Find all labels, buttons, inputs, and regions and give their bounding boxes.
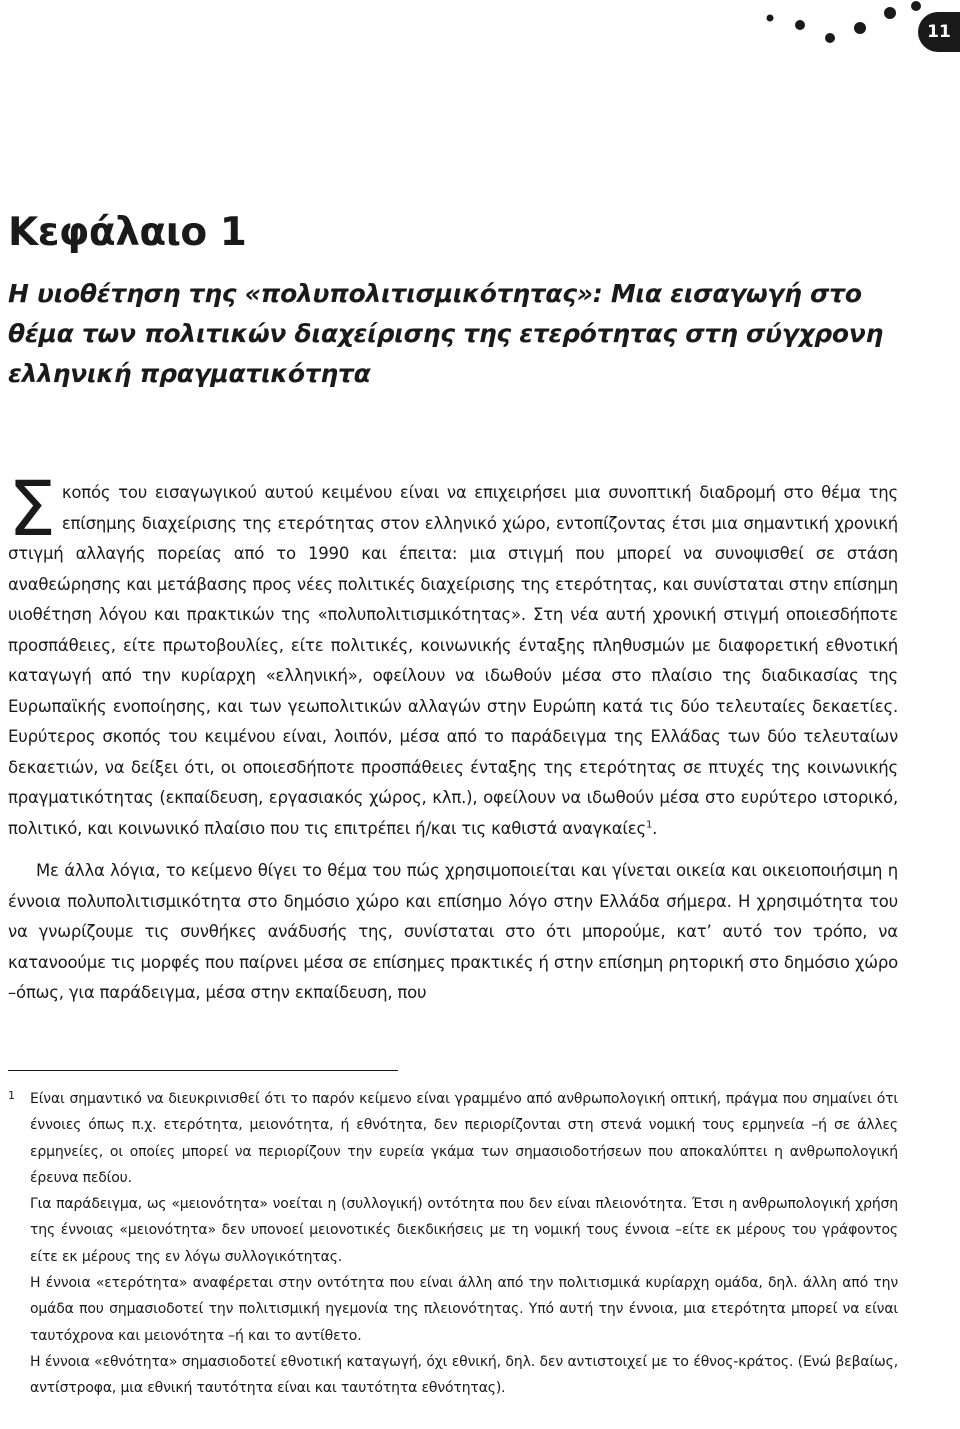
dot: [884, 7, 896, 19]
footnote-paragraph-4: Η έννοια «εθνότητα» σημασιοδοτεί εθνοτική καταγωγή, όχι εθνική, δηλ. δεν αντιστοιχεί με το έθνος-κράτος. (Ενώ βεβαίως, αντίστροφα, μια εθνική ταυτότητα είναι και ταυτότητα εθνότητας).: [30, 1353, 898, 1397]
footnote-paragraph-3: Η έννοια «ετερότητα» αναφέρεται στην οντότητα που είναι άλλη από την πολιτισμικά κυρίαρχη ομάδα, δηλ. άλλη από την ομάδα που σημασιοδοτεί την πολιτισμική ηγεμονία της πλειονότητας. Υπό αυτή την έννοια, μια ετερότητα μπορεί να είναι ταυτόχρονα και μειονότητα –ή και το αντίθετο.: [30, 1275, 898, 1344]
paragraph-1: [8, 464, 898, 844]
footnote-paragraph-2: Για παράδειγμα, ως «μειονότητα» νοείται η (συλλογική) οντότητα που δεν είναι πλειονότητα. Έτσι η ανθρωπολογική χρήση της έννοιας «μειονότητα» δεν υπονοεί μειονοτικές διεκδικήσεις με τη νομική τους έννοια –είτε εκ μέρους του γράφοντος είτε εκ μέρους της εν λόγω συλλογικότητας.: [30, 1196, 898, 1265]
paragraph-1-text: κοπός του εισαγωγικού αυτού κειμένου είναι να επιχειρήσει μια συνοπτική διαδρομή στο θέμα της επίσημης διαχείρισης της ετερότητας στον ελληνικό χώρο, εντοπίζοντας έτσι μια σημαντική χρονική στιγμή αλλαγής πορείας από το 1990 και έπειτα: μια στιγμή που μπορεί να συνοψισθεί σε στάση αναθεώρησης και μετάβασης προς νέες πολιτικές διαχείρισης της ετερότητας, και συνίσταται στην επίσημη υιοθέτηση λόγου και πρακτικών της «πολυπολιτισμικότητας». Στη νέα αυτή χρονική στιγμή οποιεσδήποτε προσπάθειες, είτε πρωτοβουλίες, είτε πολιτικές, κοινωνικής ένταξης πληθυσμών με διαφορετική εθνοτική καταγωγή από την κυρίαρχη «ελληνική», οφείλουν να ιδωθούν μέσα στο πλαίσιο της διαδικασίας της Ευρωπαϊκής ενοποίησης, και των γεωπολιτικών αλλαγών στην Ευρώπη κατά τις δύο τελευταίες δεκαετίες. Ευρύτερος σκοπός του κειμένου είναι, λοιπόν, μέσα από το παράδειγμα της Ελλάδας των δύο τελευταίων δεκαετιών, να δείξει ότι, οι οποιεσδήποτε προσπάθειες ένταξης της ετερότητας σε πτυχές της κοινωνικής πραγματικότητας (εκπαίδευση, εργασιακός χώρος, κλπ.), οφείλουν να ιδωθούν μέσα στο ευρύτερο ιστορικό, πολιτικό, και κοινωνικό πλαίσιο που τις επιτρέπει ή/και τις καθιστά αναγκαίες: [8, 483, 898, 838]
footnote-1: [8, 1086, 898, 1191]
footnote-divider: [8, 1070, 398, 1071]
dot: [795, 20, 805, 30]
footnote-number: 1: [8, 1089, 15, 1102]
footnote-ref: 1: [646, 819, 653, 830]
dot: [854, 22, 866, 34]
dot: [767, 15, 774, 22]
drop-cap: Σ: [8, 464, 56, 553]
paragraph-1-end: .: [652, 818, 658, 838]
dot: [911, 1, 921, 11]
body-text: [8, 464, 898, 1009]
dot: [825, 33, 835, 43]
chapter-title: Κεφάλαιο 1: [8, 210, 247, 255]
footnote-1-text: Είναι σημαντικό να διευκρινισθεί ότι το παρόν κείμενο είναι γραμμένο από ανθρωπολογική οπτική, πράγμα που σημαίνει ότι έννοιες όπως π.χ. ετερότητα, μειονότητα, ή εθνότητα, δεν περιορίζονται στη στενά νομική τους ερμηνεία –ή σε άλλες ερμηνείες, οι οποίες μπορεί να περιορίζουν την ευρεία γκάμα των σημασιοδοτήσεων που αποκαλύπτει η ανθρωπολογική έρευνα πεδίου.: [30, 1091, 898, 1186]
chapter-subtitle: Η υιοθέτηση της «πολυπολιτισμικότητας»: Μια εισαγωγή στο θέμα των πολιτικών διαχείρισης της ετερότητας στη σύγχρονη ελληνική πραγματικότητα: [8, 279, 883, 388]
paragraph-2: Με άλλα λόγια, το κείμενο θίγει το θέμα του πώς χρησιμοποιείται και γίνεται οικεία και οικειοποιήσιμη η έννοια πολυπολιτισμικότητα στο δημόσιο χώρο και επίσημο λόγο στην Ελλάδα σήμερα. Η χρησιμότητα του να γνωρίζουμε τις συνθήκες ανάδυσής της, συνίσταται στο ότι μπορούμε, κατ’ αυτό τον τρόπο, να κατανοούμε τις μορφές που παίρνει μέσα σε επίσημες πρακτικές ή στην επίσημη ρητορική στο δημόσιο χώρο –όπως, για παράδειγμα, μέσα στην εκπαίδευση, που: [8, 861, 898, 1002]
page-number-badge: 11: [918, 12, 960, 52]
footnotes: [8, 1086, 898, 1402]
